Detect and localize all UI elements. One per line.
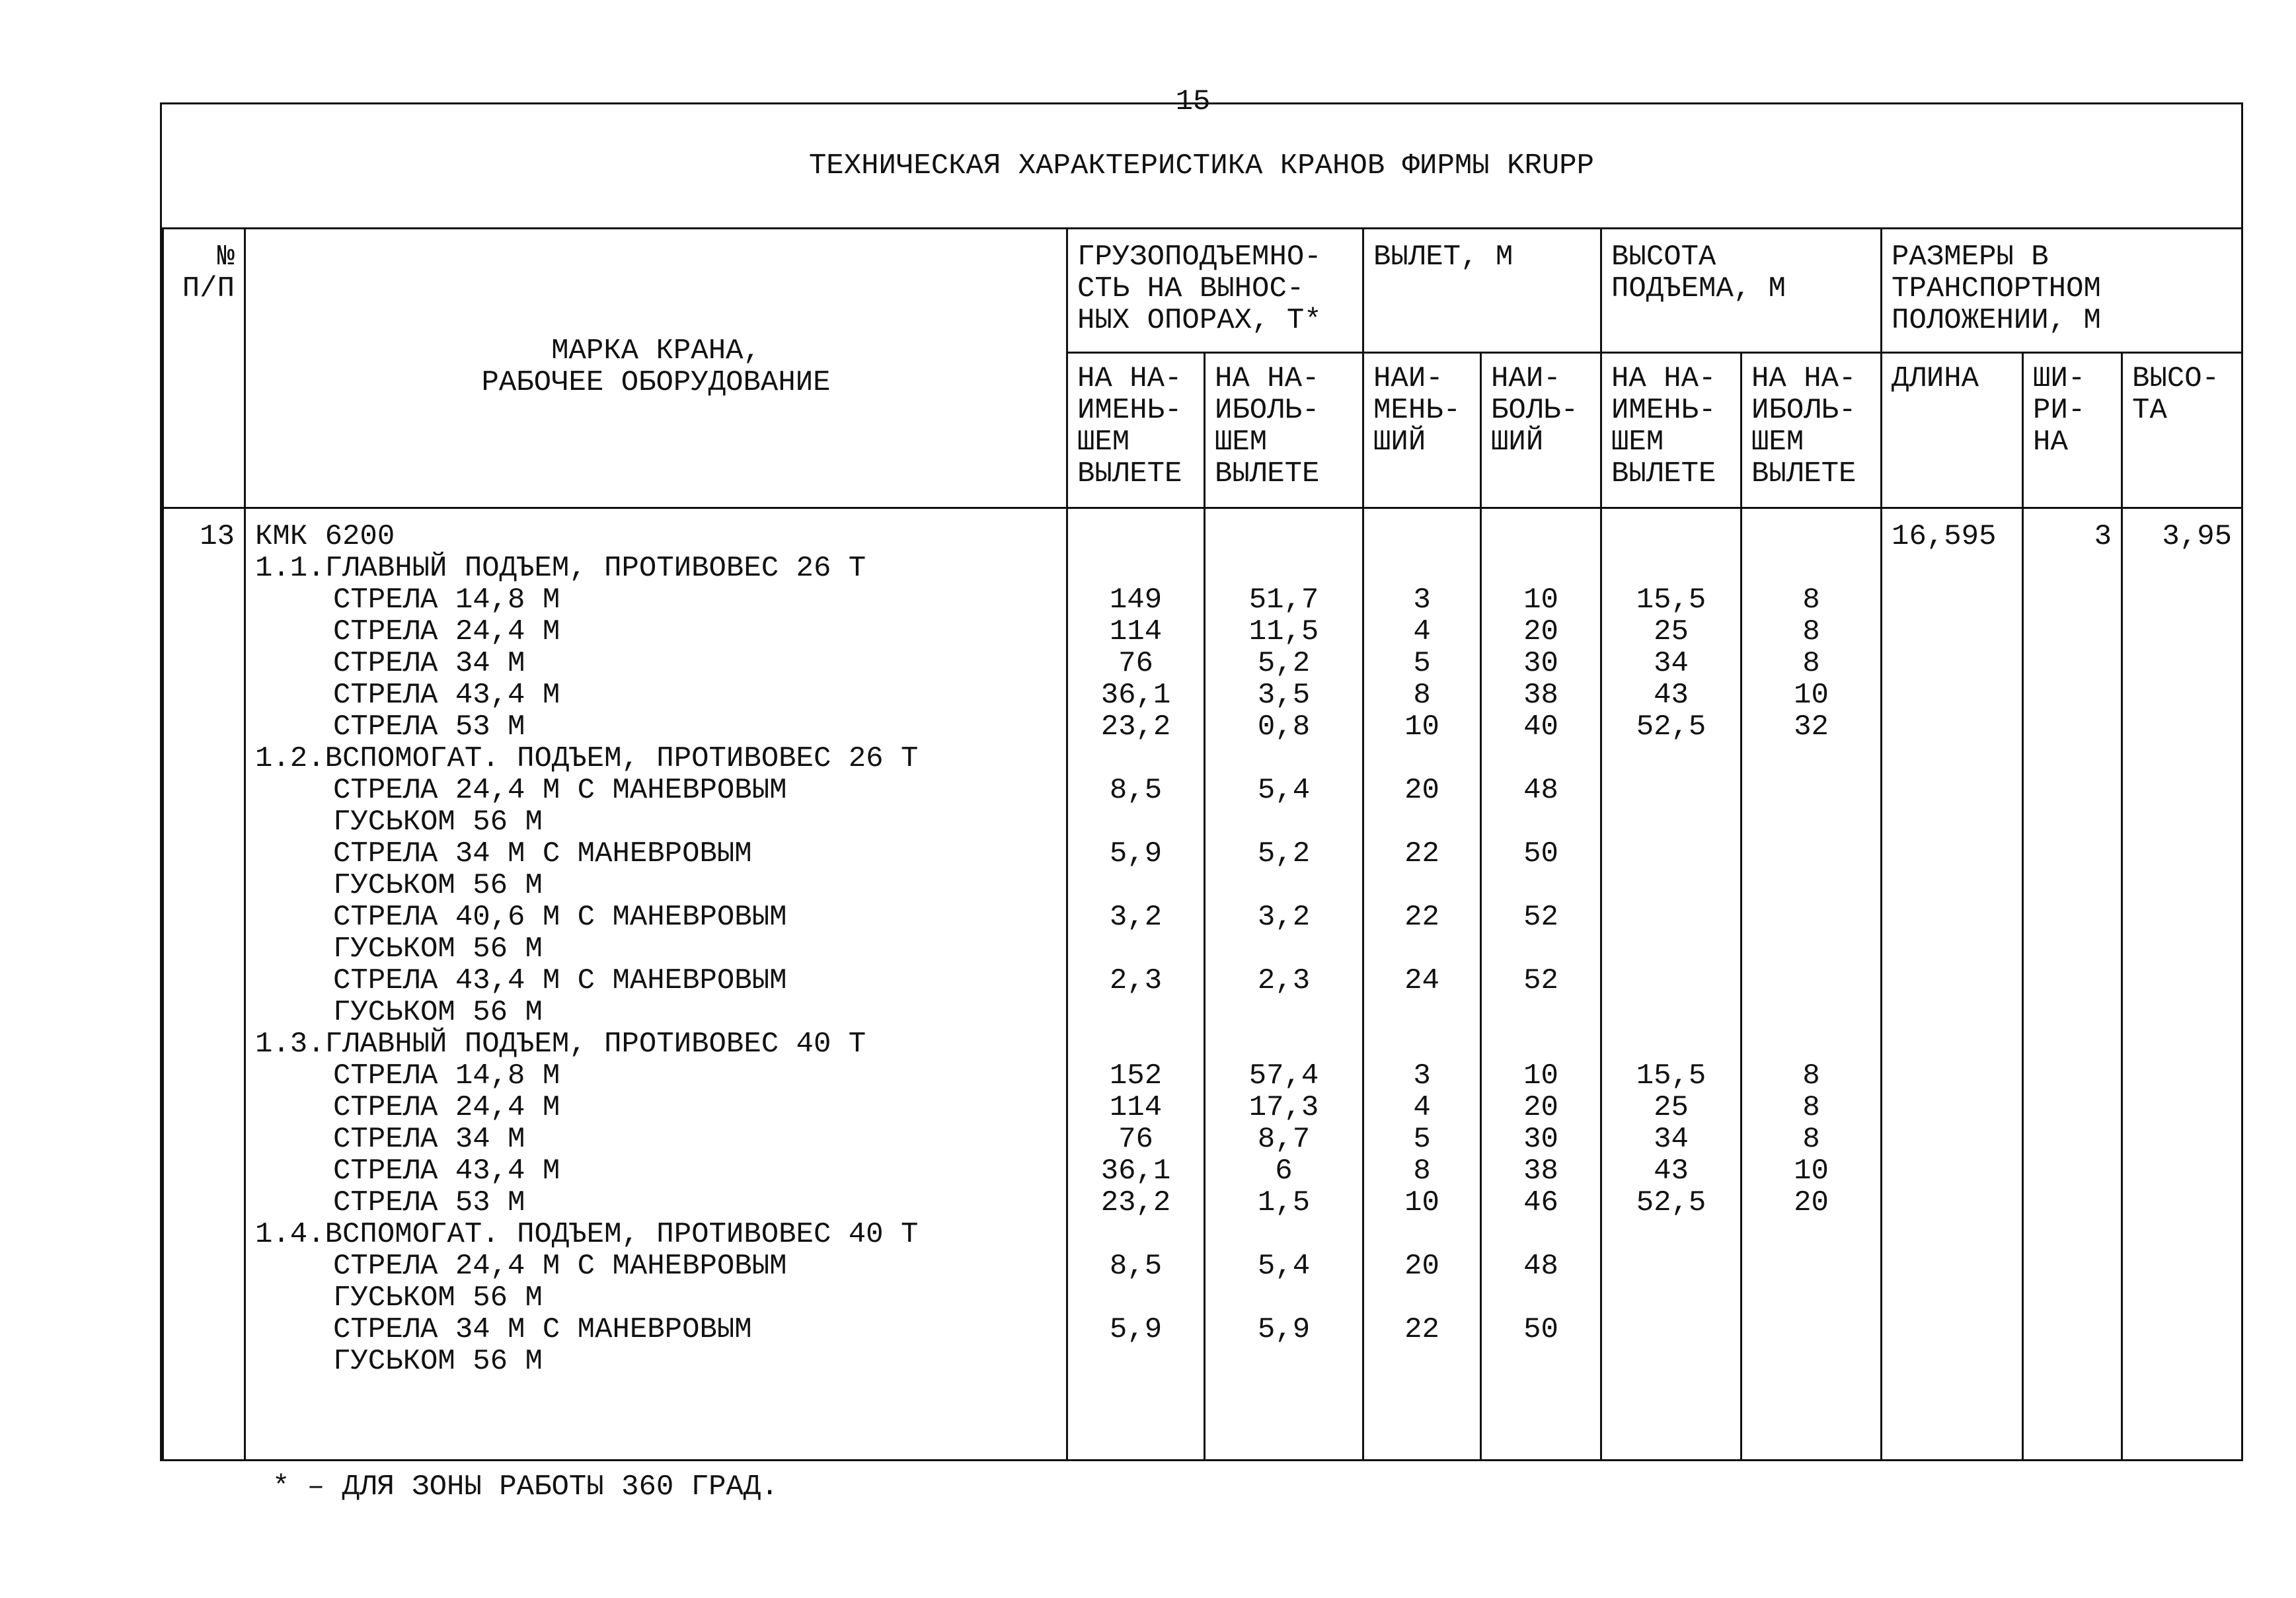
height-max-value: 8	[1802, 1122, 1820, 1156]
crane-equipment-line: СТРЕЛА 24,4 М	[333, 615, 560, 648]
height-min-value	[1611, 1282, 1731, 1314]
capacity-max-value: 5,4	[1257, 1249, 1311, 1283]
reach-min-value: 20	[1404, 773, 1439, 807]
height-max-value	[1751, 1346, 1871, 1377]
capacity-min-value: 5,9	[1109, 1313, 1163, 1346]
header-length: ДЛИНА	[1882, 352, 2023, 508]
crane-equipment-line: СТРЕЛА 34 М	[333, 646, 525, 680]
crane-equipment-line: СТРЕЛА 14,8 М	[333, 1059, 560, 1092]
height-max-value: 8	[1802, 1090, 1820, 1124]
height-max-value	[1751, 552, 1871, 584]
reach-min-column	[1363, 508, 1481, 1459]
capacity-min-value: 76	[1118, 1122, 1153, 1156]
crane-equipment-line: ГУСЬКОМ 56 М	[333, 868, 543, 902]
capacity-max-value	[1215, 870, 1353, 901]
height-max-value: 10	[1794, 1154, 1829, 1188]
reach-min-value	[1373, 870, 1471, 901]
reach-min-value: 22	[1404, 1313, 1439, 1346]
capacity-max-value	[1215, 933, 1353, 965]
capacity-max-value: 1,5	[1257, 1186, 1311, 1219]
height-max-value: 10	[1794, 678, 1829, 712]
reach-min-value: 8	[1413, 678, 1431, 712]
reach-min-value: 5	[1413, 646, 1431, 680]
capacity-max-value	[1215, 1028, 1353, 1060]
reach-max-value: 10	[1523, 583, 1558, 617]
reach-min-value: 24	[1404, 964, 1439, 997]
capacity-max-value: 2,3	[1257, 964, 1311, 997]
header-reach-max: НАИ- БОЛЬ- ШИЙ	[1481, 352, 1601, 508]
reach-min-value	[1373, 1219, 1471, 1250]
reach-max-value: 50	[1523, 1313, 1558, 1346]
capacity-min-value: 149	[1109, 583, 1163, 617]
reach-max-value	[1491, 1282, 1591, 1314]
capacity-min-value	[1077, 933, 1194, 965]
height-min-value: 43	[1654, 678, 1689, 712]
reach-min-value	[1373, 933, 1471, 965]
transport-width-value: 3	[2023, 508, 2122, 1459]
capacity-max-value: 51,7	[1248, 583, 1319, 617]
capacity-max-value	[1215, 1282, 1353, 1314]
height-max-value: 8	[1802, 1059, 1820, 1092]
capacity-min-value: 5,9	[1109, 837, 1163, 870]
capacity-min-value: 23,2	[1100, 1186, 1171, 1219]
capacity-max-value	[1215, 743, 1353, 775]
capacity-max-value	[1215, 1346, 1353, 1377]
reach-max-value	[1491, 552, 1591, 584]
crane-equipment-column	[245, 508, 1067, 1459]
crane-equipment-line: ГУСЬКОМ 56 М	[333, 805, 543, 839]
height-min-value	[1611, 965, 1731, 997]
height-min-value	[1611, 552, 1731, 584]
reach-max-column	[1481, 508, 1601, 1459]
capacity-max-value: 8,7	[1257, 1122, 1311, 1156]
reach-max-value	[1491, 870, 1591, 901]
reach-max-value: 30	[1523, 1122, 1558, 1156]
height-min-value: 25	[1654, 1090, 1689, 1124]
reach-max-value	[1491, 1219, 1591, 1250]
page-number: 15	[1175, 85, 1211, 118]
crane-equipment-line: ГУСЬКОМ 56 М	[333, 1344, 543, 1378]
capacity-min-value	[1077, 521, 1194, 552]
reach-min-value	[1373, 1282, 1471, 1314]
reach-max-value: 20	[1523, 615, 1558, 648]
height-min-value	[1611, 1346, 1731, 1377]
capacity-min-value: 3,2	[1109, 900, 1163, 934]
height-min-value	[1611, 838, 1731, 870]
reach-max-value: 48	[1523, 1249, 1558, 1283]
capacity-max-value: 5,2	[1257, 646, 1311, 680]
capacity-max-value: 57,4	[1248, 1059, 1319, 1092]
height-min-value: 34	[1654, 646, 1689, 680]
crane-spec-table	[162, 227, 2243, 1459]
reach-max-value: 46	[1523, 1186, 1558, 1219]
height-min-value	[1611, 933, 1731, 965]
reach-max-value: 38	[1523, 1154, 1558, 1188]
capacity-min-value	[1077, 1282, 1194, 1314]
crane-equipment-line: СТРЕЛА 43,4 М С МАНЕВРОВЫМ	[333, 964, 787, 997]
footnote: * – ДЛЯ ЗОНЫ РАБОТЫ 360 ГРАД.	[272, 1470, 779, 1503]
reach-max-value	[1491, 806, 1591, 838]
crane-equipment-line: 1.1.ГЛАВНЫЙ ПОДЪЕМ, ПРОТИВОВЕС 26 Т	[255, 551, 866, 585]
header-reach-min: НАИ- МЕНЬ- ШИЙ	[1363, 352, 1481, 508]
crane-equipment-line: ГУСЬКОМ 56 М	[333, 932, 543, 966]
height-max-value	[1751, 838, 1871, 870]
header-width: ШИ- РИ- НА	[2023, 352, 2122, 508]
capacity-min-value	[1077, 870, 1194, 901]
height-min-value: 34	[1654, 1122, 1689, 1156]
capacity-min-value: 8,5	[1109, 773, 1163, 807]
crane-equipment-line: СТРЕЛА 53 М	[333, 1186, 525, 1219]
capacity-min-column	[1067, 508, 1205, 1459]
reach-min-value	[1373, 806, 1471, 838]
crane-equipment-line: СТРЕЛА 43,4 М	[333, 678, 560, 712]
height-min-value	[1611, 775, 1731, 806]
crane-equipment-line: СТРЕЛА 34 М	[333, 1122, 525, 1156]
capacity-min-value	[1077, 1028, 1194, 1060]
height-max-value	[1751, 1028, 1871, 1060]
crane-equipment-line: СТРЕЛА 24,4 М С МАНЕВРОВЫМ	[333, 1249, 787, 1283]
capacity-max-value	[1215, 552, 1353, 584]
capacity-max-value: 6	[1275, 1154, 1293, 1188]
height-min-value	[1611, 521, 1731, 552]
crane-equipment-line: СТРЕЛА 40,6 М С МАНЕВРОВЫМ	[333, 900, 787, 934]
capacity-max-value	[1215, 997, 1353, 1028]
capacity-max-value: 5,4	[1257, 773, 1311, 807]
header-transport-height: ВЫСО- ТА	[2122, 352, 2242, 508]
height-max-value	[1751, 997, 1871, 1028]
capacity-min-value	[1077, 552, 1194, 584]
capacity-max-value	[1215, 1219, 1353, 1250]
height-max-value: 8	[1802, 583, 1820, 617]
capacity-max-value	[1215, 806, 1353, 838]
reach-max-value: 20	[1523, 1090, 1558, 1124]
reach-min-value: 10	[1404, 1186, 1439, 1219]
reach-min-value: 5	[1413, 1122, 1431, 1156]
height-min-value	[1611, 1250, 1731, 1282]
reach-max-value: 52	[1523, 900, 1558, 934]
reach-max-value	[1491, 997, 1591, 1028]
capacity-max-value	[1215, 521, 1353, 552]
reach-max-value: 40	[1523, 710, 1558, 743]
reach-min-value: 22	[1404, 900, 1439, 934]
height-max-value: 8	[1802, 646, 1820, 680]
crane-equipment-line: СТРЕЛА 53 М	[333, 710, 525, 743]
capacity-max-column	[1205, 508, 1363, 1459]
crane-equipment-line: СТРЕЛА 24,4 М	[333, 1090, 560, 1124]
crane-equipment-line: 1.4.ВСПОМОГАТ. ПОДЪЕМ, ПРОТИВОВЕС 40 Т	[255, 1217, 919, 1251]
height-min-value	[1611, 743, 1731, 775]
reach-min-value: 8	[1413, 1154, 1431, 1188]
crane-equipment-line: КМК 6200	[255, 519, 395, 553]
crane-equipment-line: 1.2.ВСПОМОГАТ. ПОДЪЕМ, ПРОТИВОВЕС 26 Т	[255, 742, 919, 775]
crane-equipment-line: СТРЕЛА 24,4 М С МАНЕВРОВЫМ	[333, 773, 787, 807]
reach-min-value: 3	[1413, 1059, 1431, 1092]
reach-max-value	[1491, 521, 1591, 552]
capacity-min-value	[1077, 806, 1194, 838]
height-min-value: 43	[1654, 1154, 1689, 1188]
height-max-value	[1751, 1219, 1871, 1250]
height-max-value	[1751, 806, 1871, 838]
crane-equipment-line: 1.3.ГЛАВНЫЙ ПОДЪЕМ, ПРОТИВОВЕС 40 Т	[255, 1027, 866, 1061]
reach-max-value: 30	[1523, 646, 1558, 680]
height-min-value	[1611, 997, 1731, 1028]
reach-max-value: 52	[1523, 964, 1558, 997]
height-max-value	[1751, 775, 1871, 806]
height-min-column	[1601, 508, 1741, 1459]
height-min-value	[1611, 1219, 1731, 1250]
reach-min-value: 20	[1404, 1249, 1439, 1283]
capacity-max-value: 3,5	[1257, 678, 1311, 712]
row-number: 13	[163, 508, 245, 1459]
height-max-value	[1751, 870, 1871, 901]
capacity-max-value: 17,3	[1248, 1090, 1319, 1124]
reach-max-value: 38	[1523, 678, 1558, 712]
table-title: ТЕХНИЧЕСКАЯ ХАРАКТЕРИСТИКА КРАНОВ ФИРМЫ KRUPP	[808, 149, 1595, 182]
transport-length-value: 16,595	[1882, 508, 2023, 1459]
height-max-value: 20	[1794, 1186, 1829, 1219]
capacity-max-value: 0,8	[1257, 710, 1311, 743]
reach-max-value	[1491, 1346, 1591, 1377]
capacity-min-value	[1077, 997, 1194, 1028]
header-capacity-min-reach: НА НА- ИМЕНЬ- ШЕМ ВЫЛЕТЕ	[1067, 352, 1205, 508]
height-min-value	[1611, 901, 1731, 933]
capacity-min-value	[1077, 743, 1194, 775]
header-crane-model: МАРКА КРАНА, РАБОЧЕЕ ОБОРУДОВАНИЕ	[245, 229, 1067, 508]
capacity-min-value: 114	[1109, 615, 1163, 648]
header-lift-height: ВЫСОТА ПОДЪЕМА, М	[1601, 229, 1882, 353]
capacity-max-value: 5,9	[1257, 1313, 1311, 1346]
capacity-min-value: 114	[1109, 1090, 1163, 1124]
reach-min-value	[1373, 552, 1471, 584]
height-max-value	[1751, 1314, 1871, 1346]
height-min-value: 15,5	[1636, 1059, 1706, 1092]
height-max-value	[1751, 1250, 1871, 1282]
height-max-value	[1751, 743, 1871, 775]
reach-min-value	[1373, 1346, 1471, 1377]
crane-equipment-line: ГУСЬКОМ 56 М	[333, 1281, 543, 1314]
reach-min-value: 4	[1413, 615, 1431, 648]
reach-min-value: 22	[1404, 837, 1439, 870]
capacity-min-value: 76	[1118, 646, 1153, 680]
reach-min-value	[1373, 997, 1471, 1028]
height-max-value	[1751, 933, 1871, 965]
height-min-value	[1611, 870, 1731, 901]
reach-min-value: 10	[1404, 710, 1439, 743]
transport-height-value: 3,95	[2122, 508, 2242, 1459]
capacity-min-value: 2,3	[1109, 964, 1163, 997]
header-capacity-max-reach: НА НА- ИБОЛЬ- ШЕМ ВЫЛЕТЕ	[1205, 352, 1363, 508]
header-height-min-reach: НА НА- ИМЕНЬ- ШЕМ ВЫЛЕТЕ	[1601, 352, 1741, 508]
height-min-value	[1611, 1028, 1731, 1060]
height-max-value: 32	[1794, 710, 1829, 743]
reach-min-value	[1373, 1028, 1471, 1060]
height-min-value	[1611, 1314, 1731, 1346]
spec-table-frame	[160, 102, 2243, 1461]
header-reach: ВЫЛЕТ, М	[1363, 229, 1601, 353]
capacity-min-value	[1077, 1346, 1194, 1377]
capacity-min-value: 36,1	[1100, 678, 1171, 712]
height-min-value: 25	[1654, 615, 1689, 648]
capacity-max-value: 3,2	[1257, 900, 1311, 934]
reach-max-value	[1491, 933, 1591, 965]
height-max-column	[1741, 508, 1882, 1459]
reach-max-value: 48	[1523, 773, 1558, 807]
height-min-value: 15,5	[1636, 583, 1706, 617]
capacity-min-value	[1077, 1219, 1194, 1250]
height-min-value	[1611, 806, 1731, 838]
header-transport-dimensions: РАЗМЕРЫ В ТРАНСПОРТНОМ ПОЛОЖЕНИИ, М	[1882, 229, 2242, 353]
reach-max-value: 10	[1523, 1059, 1558, 1092]
reach-max-value	[1491, 743, 1591, 775]
header-no: № П/П	[163, 229, 245, 508]
height-max-value	[1751, 965, 1871, 997]
reach-min-value: 3	[1413, 583, 1431, 617]
capacity-max-value: 11,5	[1248, 615, 1319, 648]
crane-equipment-line: СТРЕЛА 34 М С МАНЕВРОВЫМ	[333, 837, 752, 870]
capacity-min-value: 36,1	[1100, 1154, 1171, 1188]
height-min-value: 52,5	[1636, 1186, 1706, 1219]
height-max-value: 8	[1802, 615, 1820, 648]
height-max-value	[1751, 521, 1871, 552]
reach-min-value	[1373, 743, 1471, 775]
capacity-min-value: 152	[1109, 1059, 1163, 1092]
crane-equipment-line: СТРЕЛА 14,8 М	[333, 583, 560, 617]
capacity-min-value: 8,5	[1109, 1249, 1163, 1283]
reach-max-value: 50	[1523, 837, 1558, 870]
crane-equipment-line: СТРЕЛА 43,4 М	[333, 1154, 560, 1188]
crane-equipment-line: ГУСЬКОМ 56 М	[333, 995, 543, 1029]
reach-min-value: 4	[1413, 1090, 1431, 1124]
reach-max-value	[1491, 1028, 1591, 1060]
height-max-value	[1751, 1282, 1871, 1314]
height-min-value: 52,5	[1636, 710, 1706, 743]
capacity-min-value: 23,2	[1100, 710, 1171, 743]
crane-equipment-line: СТРЕЛА 34 М С МАНЕВРОВЫМ	[333, 1313, 752, 1346]
header-capacity: ГРУЗОПОДЪЕМНО- СТЬ НА ВЫНОС- НЫХ ОПОРАХ, Т*	[1067, 229, 1363, 353]
reach-min-value	[1373, 521, 1471, 552]
capacity-max-value: 5,2	[1257, 837, 1311, 870]
header-height-max-reach: НА НА- ИБОЛЬ- ШЕМ ВЫЛЕТЕ	[1741, 352, 1882, 508]
height-max-value	[1751, 901, 1871, 933]
